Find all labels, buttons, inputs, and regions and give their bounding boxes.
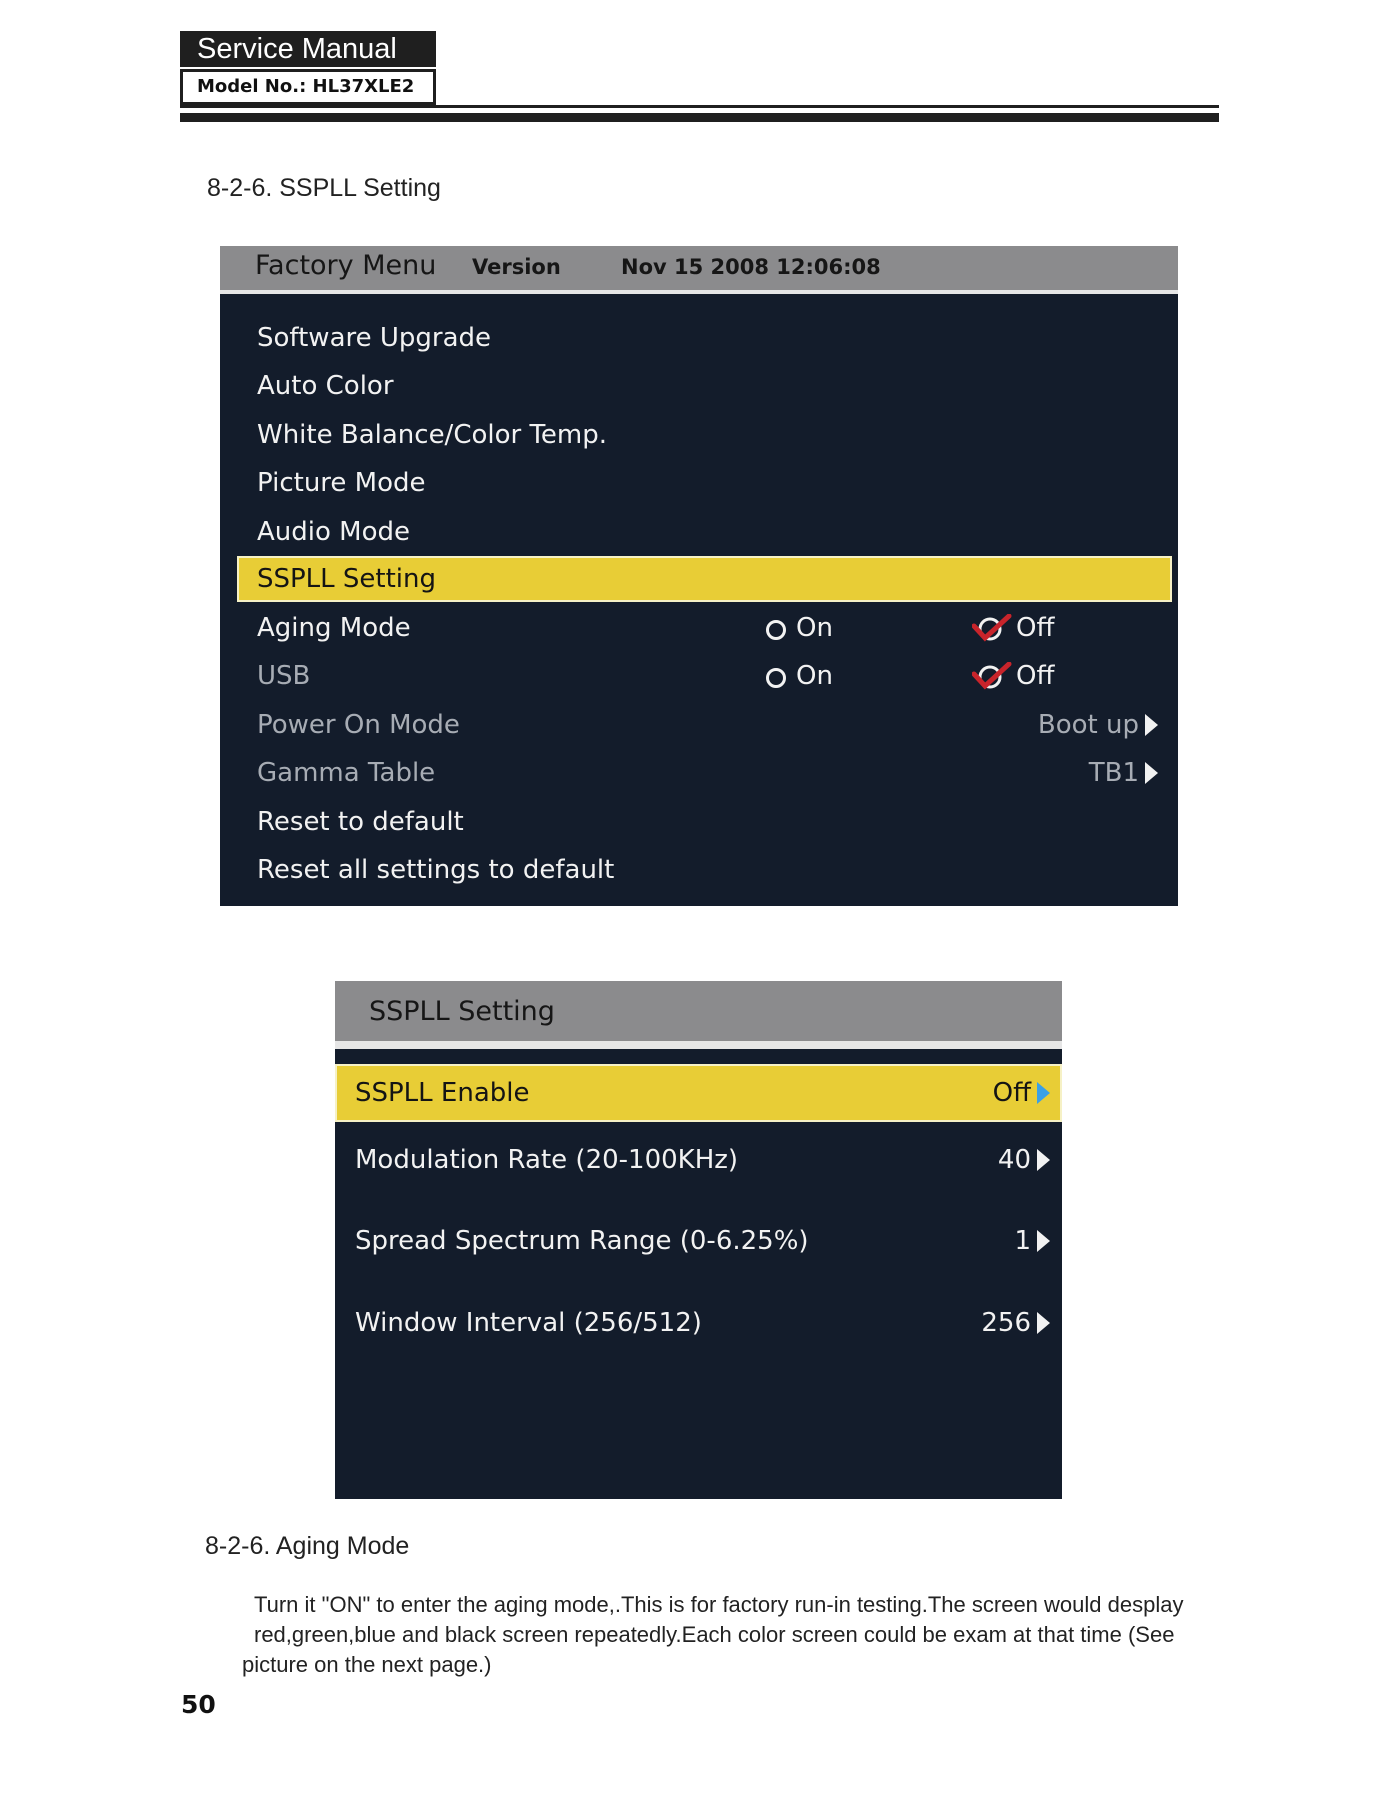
- section-heading-sspll: 8-2-6. SSPLL Setting: [207, 174, 441, 202]
- paragraph-line: Turn it "ON" to enter the aging mode,.This is for factory run-in testing.The screen would desplay: [254, 1592, 1184, 1617]
- arrow-right-icon: [1037, 1149, 1050, 1171]
- sspll-enable-value[interactable]: [993, 1064, 1050, 1122]
- header-divider: [180, 105, 1219, 108]
- version-date: Nov 15 2008 12:06:08: [621, 255, 881, 279]
- factory-menu-screen: [220, 246, 1178, 906]
- arrow-right-icon: [1037, 1312, 1050, 1334]
- menu-item-label: Picture Mode: [257, 468, 426, 498]
- factory-menu-title: Factory Menu: [255, 250, 437, 281]
- paragraph-line: picture on the next page.): [242, 1652, 492, 1677]
- menu-item-label: Modulation Rate (20-100KHz): [355, 1145, 739, 1175]
- window-interval-row[interactable]: [335, 1294, 1062, 1352]
- gamma-table-value[interactable]: [1089, 750, 1158, 796]
- sspll-menu-screen: [335, 981, 1062, 1499]
- header-divider-thick: [180, 113, 1219, 122]
- menu-item-white-balance[interactable]: [220, 412, 1178, 458]
- manual-title: Service Manual: [180, 31, 436, 67]
- menu-item-label: Reset all settings to default: [257, 855, 615, 885]
- option-label: On: [796, 661, 833, 691]
- menu-item-auto-color[interactable]: [220, 363, 1178, 409]
- section-heading-aging: 8-2-6. Aging Mode: [205, 1532, 410, 1560]
- menu-item-label: Gamma Table: [257, 758, 436, 788]
- value-label: TB1: [1088, 758, 1139, 788]
- power-on-mode-value[interactable]: [1038, 702, 1158, 748]
- option-label: Off: [1016, 613, 1055, 643]
- value-label: 256: [981, 1308, 1031, 1338]
- usb-on-radio[interactable]: [766, 653, 833, 699]
- menu-item-sspll-setting[interactable]: [237, 556, 1172, 602]
- menu-item-label: Software Upgrade: [257, 323, 492, 353]
- aging-on-radio[interactable]: [766, 605, 833, 651]
- menu-item-label: White Balance/Color Temp.: [257, 420, 608, 450]
- spread-spectrum-value[interactable]: [1014, 1212, 1050, 1270]
- menu-item-aging-mode[interactable]: [220, 605, 1178, 651]
- sspll-enable-row[interactable]: [335, 1064, 1062, 1122]
- arrow-right-icon: [1145, 762, 1158, 784]
- version-label: Version: [472, 255, 561, 279]
- factory-menu-titlebar: [220, 246, 1178, 294]
- menu-item-software-upgrade[interactable]: [220, 315, 1178, 361]
- menu-item-gamma-table[interactable]: [220, 750, 1178, 796]
- modulation-rate-row[interactable]: [335, 1131, 1062, 1189]
- option-label: Off: [1016, 661, 1055, 691]
- usb-off-radio[interactable]: [972, 653, 1054, 699]
- paragraph-line: red,green,blue and black screen repeatedly.Each color screen could be exam at that time (See: [254, 1622, 1175, 1647]
- menu-item-label: Aging Mode: [257, 613, 411, 643]
- radio-empty-icon: [766, 668, 786, 688]
- sspll-menu-title: SSPLL Setting: [369, 996, 555, 1027]
- window-interval-value[interactable]: [981, 1294, 1050, 1352]
- menu-item-label: Window Interval (256/512): [355, 1308, 702, 1338]
- aging-off-radio[interactable]: [972, 605, 1054, 651]
- modulation-rate-value[interactable]: [998, 1131, 1050, 1189]
- menu-item-label: Auto Color: [257, 371, 394, 401]
- option-label: On: [796, 613, 833, 643]
- value-label: Boot up: [1037, 710, 1139, 740]
- menu-item-label: SSPLL Setting: [257, 564, 437, 594]
- menu-item-usb[interactable]: [220, 653, 1178, 699]
- menu-item-label: Spread Spectrum Range (0-6.25%): [355, 1226, 809, 1256]
- radio-empty-icon: [766, 620, 786, 640]
- page-number: 50: [181, 1690, 216, 1719]
- checkmark-icon: [972, 614, 1012, 642]
- arrow-right-icon: [1145, 714, 1158, 736]
- menu-item-picture-mode[interactable]: [220, 460, 1178, 506]
- menu-item-label: Power On Mode: [257, 710, 460, 740]
- menu-item-reset-default[interactable]: [220, 799, 1178, 845]
- aging-description: [242, 1590, 1222, 1680]
- sspll-menu-titlebar: [335, 981, 1062, 1049]
- menu-item-label: Reset to default: [257, 807, 464, 837]
- value-label: Off: [992, 1078, 1031, 1108]
- menu-item-label: USB: [257, 661, 311, 691]
- menu-item-audio-mode[interactable]: [220, 509, 1178, 555]
- value-label: 1: [1014, 1226, 1031, 1256]
- arrow-right-icon: [1037, 1082, 1050, 1104]
- model-number: Model No.: HL37XLE2: [180, 69, 436, 105]
- menu-item-label: Audio Mode: [257, 517, 411, 547]
- checkmark-icon: [972, 662, 1012, 690]
- arrow-right-icon: [1037, 1230, 1050, 1252]
- menu-item-power-on-mode[interactable]: [220, 702, 1178, 748]
- value-label: 40: [997, 1145, 1031, 1175]
- menu-item-label: SSPLL Enable: [355, 1078, 530, 1108]
- menu-item-reset-all[interactable]: [220, 847, 1178, 893]
- spread-spectrum-row[interactable]: [335, 1212, 1062, 1270]
